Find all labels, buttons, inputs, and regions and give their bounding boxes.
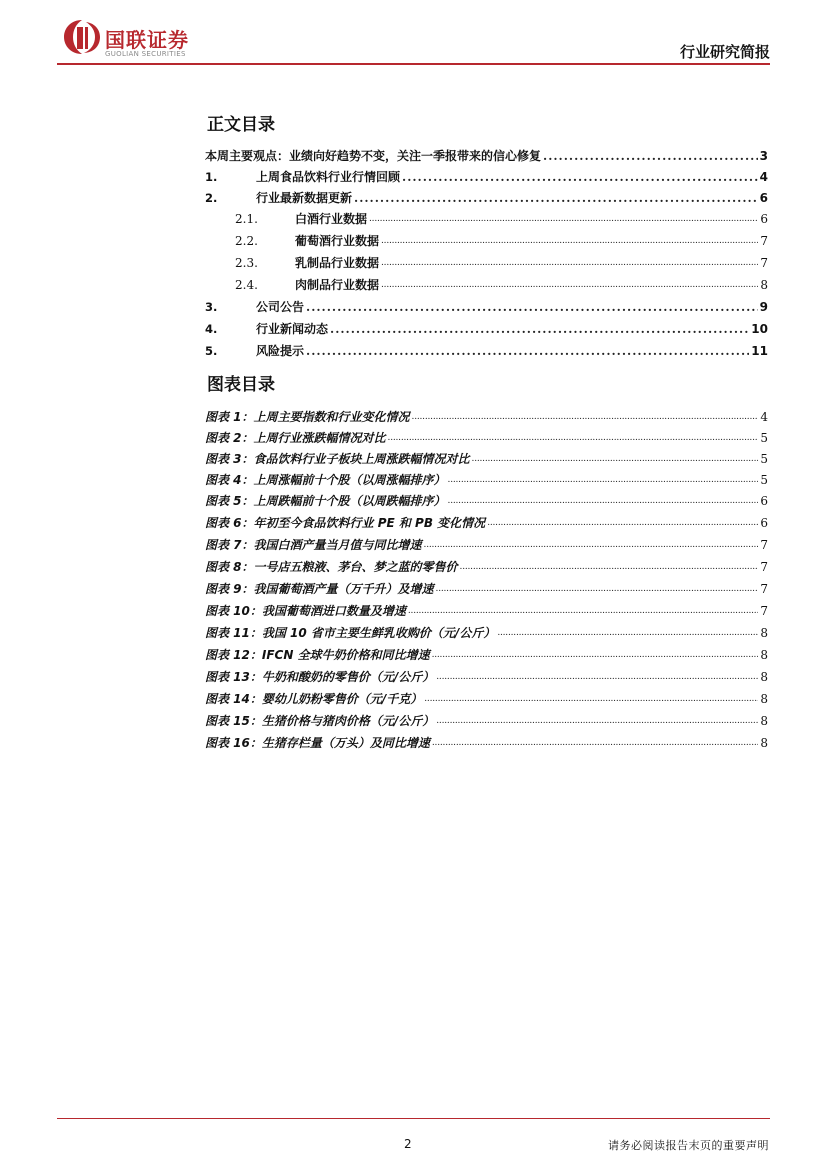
toc-item-label: 葡萄酒行业数据 (295, 234, 380, 248)
leader-dots (424, 538, 759, 552)
figure-item[interactable] (205, 404, 768, 424)
report-type: 行业研究简报 (679, 43, 770, 61)
figure-item-label: 图表 11：我国 10 省市主要生鲜乳收购价（元/公斤） (205, 626, 496, 640)
figure-item-page: 7 (760, 604, 768, 618)
figure-item-page: 5 (760, 431, 768, 445)
page-header (57, 14, 770, 64)
toc-item[interactable] (205, 316, 768, 336)
toc-subitem[interactable] (235, 250, 768, 270)
figure-item-page: 5 (760, 473, 768, 487)
toc-subitem[interactable] (235, 228, 768, 248)
figure-item[interactable] (205, 488, 768, 508)
toc-item-page: 10 (751, 322, 768, 336)
leader-dots (381, 256, 758, 270)
toc-item-number: 5. (205, 344, 218, 358)
figure-item-page: 8 (760, 648, 768, 662)
figure-item-label: 图表 6：年初至今食品饮料行业 PE 和 PB 变化情况 (205, 516, 486, 530)
figure-item[interactable] (205, 554, 768, 574)
figure-item-label: 图表 4：上周涨幅前十个股（以周涨幅排序） (205, 473, 446, 487)
toc-item-number: 3. (205, 300, 218, 314)
toc-item[interactable] (205, 294, 768, 314)
toc-item-number: 2.4. (235, 278, 258, 292)
figure-item-page: 8 (760, 736, 768, 750)
toc-item-number: 2.2. (235, 234, 258, 248)
guolian-logo-icon (62, 18, 102, 56)
figure-item-page: 8 (760, 670, 768, 684)
leader-dots (472, 452, 759, 466)
logo-text-cn: 国联证券 (105, 28, 189, 52)
leader-dots (408, 604, 758, 618)
figure-item[interactable] (205, 664, 768, 684)
figure-item-page: 7 (760, 560, 768, 574)
toc-item-label: 肉制品行业数据 (295, 278, 380, 292)
leader-dots (448, 494, 759, 508)
leader-dots (487, 516, 758, 530)
figure-item-label: 图表 1：上周主要指数和行业变化情况 (205, 410, 410, 424)
header-divider (57, 63, 770, 65)
figure-item-label: 图表 12：IFCN 全球牛奶价格和同比增速 (205, 648, 430, 662)
toc-item-page: 11 (751, 344, 768, 358)
toc-item-number: 2.1. (235, 212, 258, 226)
figure-item[interactable] (205, 642, 768, 662)
figure-item[interactable] (205, 532, 768, 552)
toc-item-label: 乳制品行业数据 (295, 256, 380, 270)
leader-dots (381, 278, 758, 292)
toc-item-page: 8 (760, 278, 768, 292)
toc-subitem[interactable] (235, 272, 768, 292)
leader-dots (448, 473, 759, 487)
toc-item-label: 行业新闻动态 (256, 322, 329, 336)
leader-dots (412, 410, 759, 424)
figure-item-label: 图表 10：我国葡萄酒进口数量及增速 (205, 604, 406, 618)
toc-item-number: 1. (205, 170, 218, 184)
toc-item-page: 9 (759, 300, 768, 314)
figure-item[interactable] (205, 446, 768, 466)
figure-item-page: 7 (760, 582, 768, 596)
toc-item-label: 公司公告 (256, 300, 305, 314)
leader-dots (388, 431, 759, 445)
figure-item-label: 图表 15：生猪价格与猪肉价格（元/公斤） (205, 714, 435, 728)
figures-title: 图表目录 (207, 375, 275, 395)
toc-item-label: 本周主要观点：业绩向好趋势不变，关注一季报带来的信心修复 (205, 149, 542, 163)
toc-item[interactable] (205, 185, 768, 205)
toc-item-label: 白酒行业数据 (295, 212, 368, 226)
figure-item-label: 图表 13：牛奶和酸奶的零售价（元/公斤） (205, 670, 435, 684)
toc-item-page: 6 (760, 212, 768, 226)
figure-item[interactable] (205, 425, 768, 445)
figure-item[interactable] (205, 620, 768, 640)
figure-item-label: 图表 7：我国白酒产量当月值与同比增速 (205, 538, 422, 552)
figure-item-page: 6 (760, 494, 768, 508)
toc-item-number: 2.3. (235, 256, 258, 270)
figure-item-label: 图表 9：我国葡萄酒产量（万千升）及增速 (205, 582, 434, 596)
figure-item[interactable] (205, 576, 768, 596)
leader-dots (381, 234, 758, 248)
disclaimer-text: 请务必阅读报告末页的重要声明 (608, 1139, 769, 1152)
figure-item-label: 图表 16：生猪存栏量（万头）及同比增速 (205, 736, 430, 750)
guolian-logo (57, 14, 232, 60)
footer-divider (57, 1118, 770, 1119)
leader-dots (436, 670, 758, 684)
figure-item-page: 8 (760, 626, 768, 640)
leader-dots (306, 344, 749, 358)
figure-item-label: 图表 2：上周行业涨跌幅情况对比 (205, 431, 386, 445)
figure-item[interactable] (205, 686, 768, 706)
toc-item-number: 4. (205, 322, 218, 336)
toc-item-page: 4 (759, 170, 768, 184)
leader-dots (460, 560, 759, 574)
toc-title: 正文目录 (207, 115, 275, 135)
figure-item-label: 图表 3：食品饮料行业子板块上周涨跌幅情况对比 (205, 452, 470, 466)
toc-item-label: 行业最新数据更新 (256, 191, 353, 205)
toc-item[interactable] (205, 143, 768, 163)
leader-dots (436, 582, 759, 596)
page-number: 2 (404, 1137, 412, 1151)
toc-item-page: 6 (759, 191, 768, 205)
figure-item-page: 6 (760, 516, 768, 530)
leader-dots (432, 648, 759, 662)
figure-item[interactable] (205, 467, 768, 487)
leader-dots (354, 191, 758, 205)
figure-item[interactable] (205, 708, 768, 728)
figure-item-label: 图表 14：婴幼儿奶粉零售价（元/千克） (205, 692, 423, 706)
figure-item-page: 5 (760, 452, 768, 466)
toc-item-page: 3 (759, 149, 768, 163)
figure-item[interactable] (205, 598, 768, 618)
figure-item[interactable] (205, 510, 768, 530)
toc-item-label: 风险提示 (256, 344, 305, 358)
toc-item-page: 7 (760, 234, 768, 248)
leader-dots (369, 212, 758, 226)
toc-subitem[interactable] (235, 206, 768, 226)
figure-item-page: 4 (760, 410, 768, 424)
figure-item-page: 8 (760, 692, 768, 706)
leader-dots (497, 626, 758, 640)
figure-item-page: 7 (760, 538, 768, 552)
toc-item-page: 7 (760, 256, 768, 270)
toc-item-number: 2. (205, 191, 218, 205)
leader-dots (543, 149, 758, 163)
figure-item-label: 图表 8：一号店五粮液、茅台、梦之蓝的零售价 (205, 560, 458, 574)
logo-text-en: GUOLIAN SECURITIES (105, 50, 186, 58)
leader-dots (306, 300, 758, 314)
figure-item-page: 8 (760, 714, 768, 728)
leader-dots (436, 714, 758, 728)
toc-item[interactable] (205, 338, 768, 358)
leader-dots (424, 692, 758, 706)
figure-item-label: 图表 5：上周跌幅前十个股（以周跌幅排序） (205, 494, 446, 508)
toc-item[interactable] (205, 164, 768, 184)
leader-dots (432, 736, 758, 750)
toc-item-label: 上周食品饮料行业行情回顾 (256, 170, 401, 184)
figure-item[interactable] (205, 730, 768, 750)
leader-dots (330, 322, 749, 336)
leader-dots (402, 170, 758, 184)
